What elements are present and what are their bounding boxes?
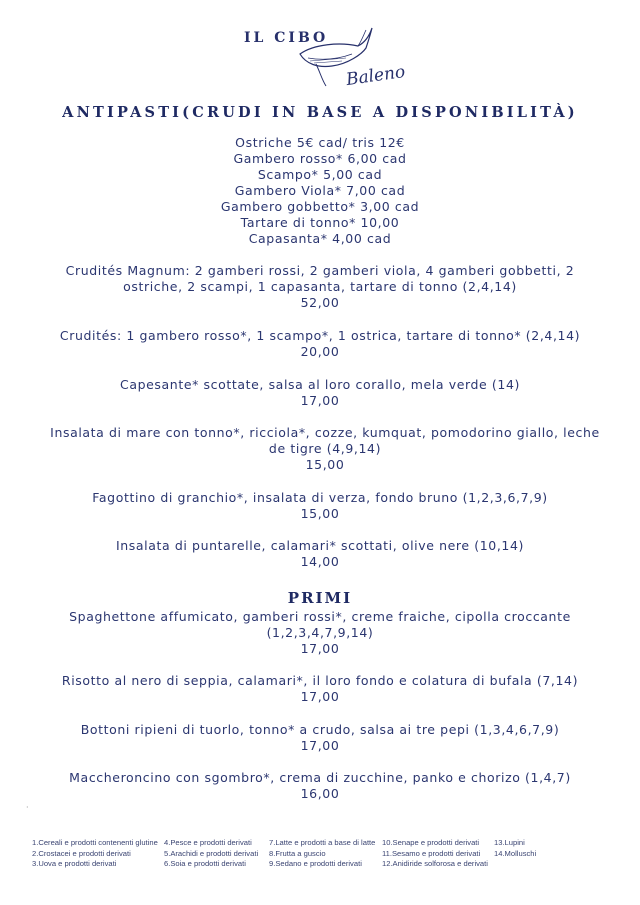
logo-title: IL CIBO [244,30,329,46]
menu-item [40,722,600,754]
dish-price: 52,00 [300,295,340,310]
dish-price: 17,00 [300,393,340,408]
dish-price: 20,00 [300,344,340,359]
dish-price: 16,00 [300,786,340,801]
dish-name: Maccheroncino con sgombro*, crema di zucchine, panko e chorizo (1,4,7) [69,770,571,785]
allergen-item: 8.Frutta a guscio [269,848,326,858]
menu-item [40,770,600,802]
allergens-column [269,838,375,870]
menu-item [40,538,600,570]
crudi-list [40,135,600,247]
allergen-item: 7.Latte e prodotti a base di latte [269,838,376,847]
dish-price: 17,00 [300,689,340,704]
allergen-item: 9.Sedano e prodotti derivati [269,859,362,868]
menu-item [40,673,600,705]
allergen-item: 12.Anidiride solforosa e derivati [382,859,488,868]
allergens-column [164,838,258,870]
dish-name: Capesante* scottate, salsa al loro corallo, mela verde (14) [120,377,520,392]
allergen-item: 1.Cereali e prodotti contenenti glutine [32,838,158,847]
allergen-item: 6.Soia e prodotti derivati [164,859,246,868]
antipasti-heading: ANTIPASTI(CRUDI IN BASE A DISPONIBILITÀ) [62,104,578,121]
list-item: Ostriche 5€ cad/ tris 12€ [235,135,405,150]
list-item: Gambero rosso* 6,00 cad [233,151,407,166]
dish-name: Fagottino di granchio*, insalata di verza, fondo bruno (1,2,3,6,7,9) [92,490,548,505]
menu-item [50,263,590,311]
list-item: Tartare di tonno* 10,00 [240,215,400,230]
decorative-dot: · [26,803,29,812]
menu-item [40,377,600,409]
menu-item [40,328,600,360]
allergen-item: 4.Pesce e prodotti derivati [164,838,252,847]
allergen-item: 2.Crostacei e prodotti derivati [32,848,131,858]
list-item: Capasanta* 4,00 cad [248,231,392,246]
allergen-item: 13.Lupini [494,838,525,847]
allergen-item: 10.Senape e prodotti derivati [382,838,480,847]
allergen-item: 3.Uova e prodotti derivati [32,859,117,868]
allergen-item: 14.Molluschi [494,848,537,858]
dish-price: 15,00 [305,457,345,472]
menu-item [60,609,580,657]
dish-name: Insalata di puntarelle, calamari* scottati, olive nere (10,14) [116,538,524,553]
dish-name: Risotto al nero di seppia, calamari*, il loro fondo e colatura di bufala (7,14) [61,673,579,688]
dish-name: Crudités: 1 gambero rosso*, 1 scampo*, 1 ostrica, tartare di tonno* (2,4,14) [59,328,581,343]
list-item: Gambero gobbetto* 3,00 cad [220,199,420,214]
restaurant-logo [238,22,418,100]
list-item: Gambero Viola* 7,00 cad [234,183,406,198]
list-item: Scampo* 5,00 cad [257,167,383,182]
menu-item [40,490,600,522]
allergens-column [494,838,536,859]
allergen-item: 11.Sesamo e prodotti derivati [382,848,481,858]
dish-price: 17,00 [300,738,340,753]
primi-heading: PRIMI [287,589,353,607]
dish-price: 17,00 [300,641,340,656]
menu-item [40,425,610,473]
dish-price: 14,00 [300,554,340,569]
allergens-column [382,838,488,870]
dish-name: Crudités Magnum: 2 gamberi rossi, 2 gamberi viola, 4 gamberi gobbetti, 2 ostriche, 2 scampi, 1 capasanta, tartare di tonno (2,4,14) [65,263,575,294]
dish-name: Spaghettone affumicato, gamberi rossi*, creme fraiche, cipolla croccante (1,2,3,4,7,9,14) [69,609,571,640]
dish-name: Insalata di mare con tonno*, ricciola*, cozze, kumquat, pomodorino giallo, leche de tigre (4,9,14) [50,425,600,456]
allergen-item: 5.Arachidi e prodotti derivati [164,848,259,858]
dish-name: Bottoni ripieni di tuorlo, tonno* a crudo, salsa ai tre pepi (1,3,4,6,7,9) [80,722,560,737]
logo-script: Baleno [344,61,407,91]
allergens-column [32,838,158,870]
dish-price: 15,00 [300,506,340,521]
